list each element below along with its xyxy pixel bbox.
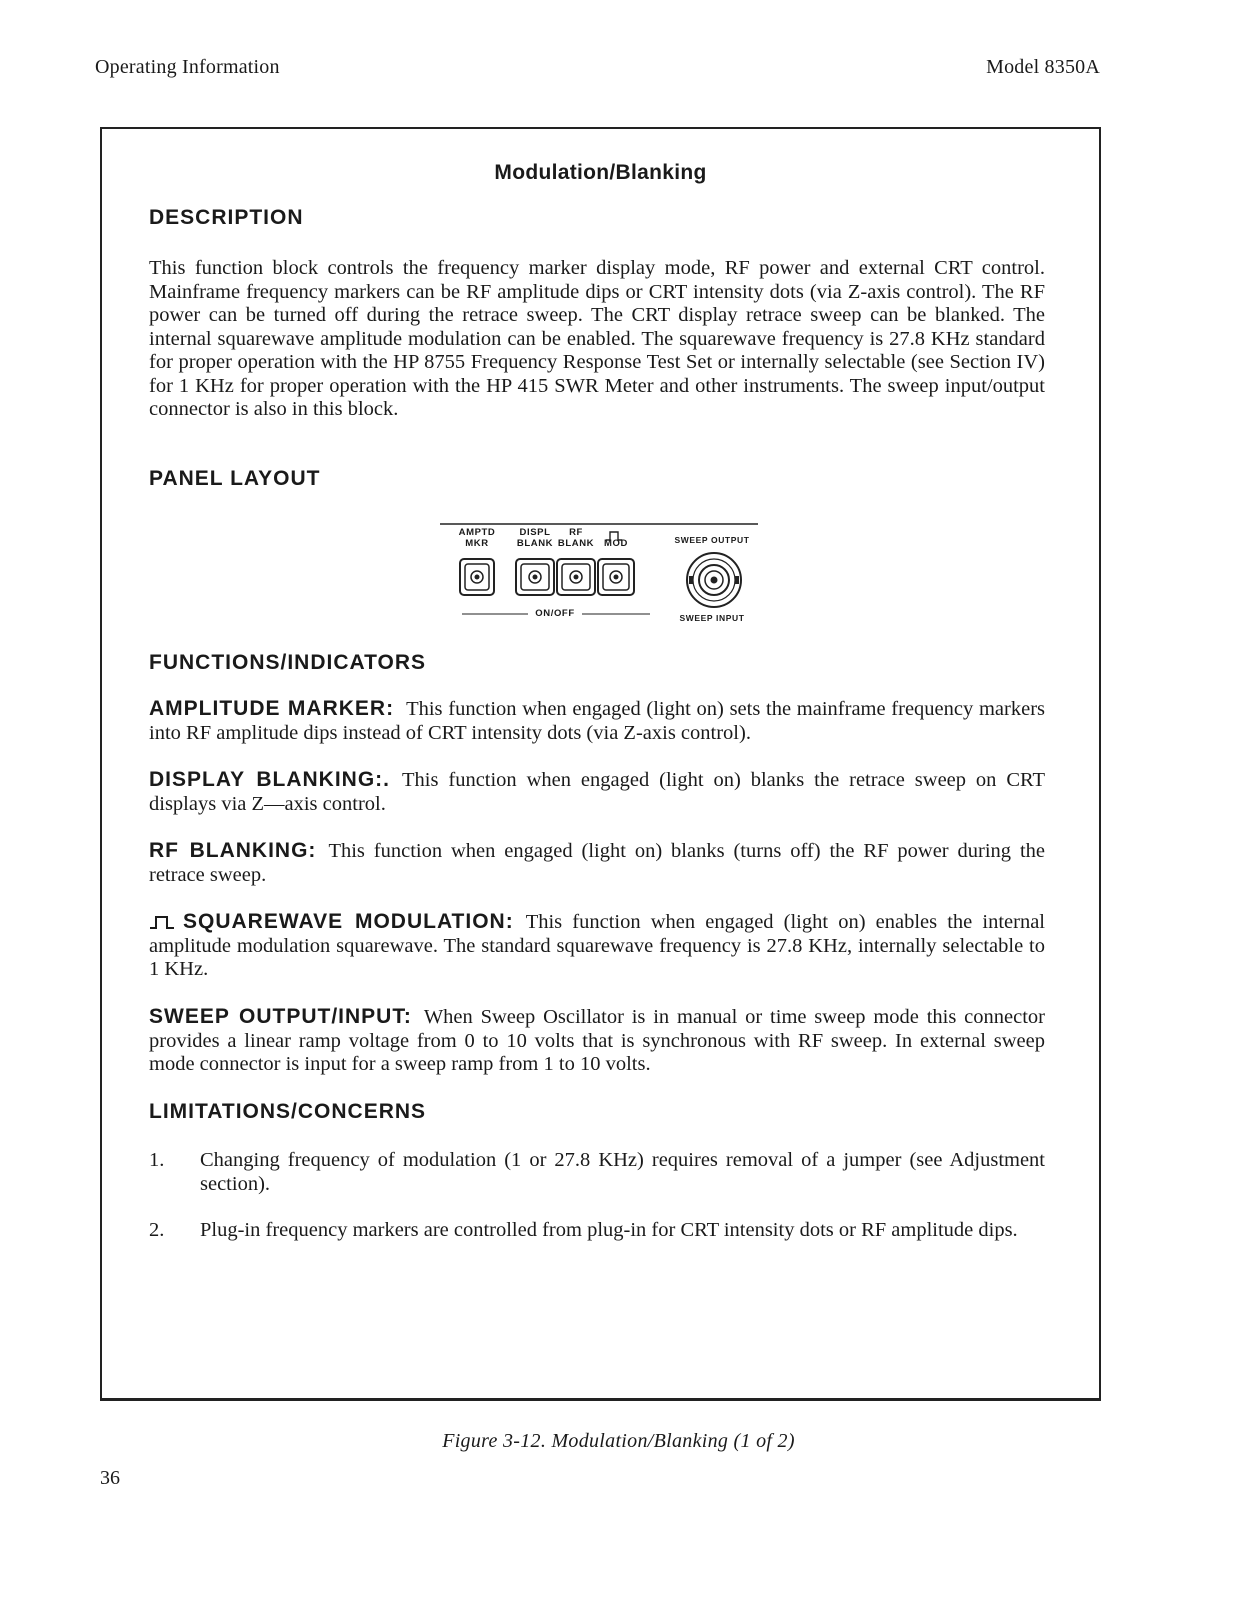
function-term: RF BLANKING: (149, 839, 317, 862)
function-term: SQUAREWAVE MODULATION: (183, 910, 514, 933)
function-text: When Sweep Oscillator is in manual or time sweep mode this connector provides a linear ramp voltage from 0 to 10 volts that is synchronous with RF sweep. In external sweep mode connector is input for a sweep ramp from 1 to 10 volts. (149, 1006, 1045, 1075)
function-rf-blanking (149, 839, 1045, 887)
list-number: 2. (149, 1219, 165, 1241)
squarewave-symbol-icon (149, 915, 175, 929)
function-text: This function when engaged (light on) sets the mainframe frequency markers into RF amplitude dips instead of CRT intensity dots (via Z-axis control). (149, 698, 1045, 744)
squarewave-mod-button[interactable] (598, 559, 634, 595)
list-text: Plug-in frequency markers are controlled from plug-in for CRT intensity dots or RF amplitude dips. (200, 1219, 1018, 1241)
function-sweep-output-input (149, 1005, 1045, 1077)
function-text: This function when engaged (light on) enables the internal amplitude modulation squarewave. The standard squarewave frequency is 27.8 KHz, internally selectable to 1 KHz. (149, 911, 1046, 980)
function-text: This function when engaged (light on) blanks (turns off) the RF power during the retrace sweep. (149, 840, 1046, 886)
limitation-item-2 (149, 1219, 1045, 1243)
label-on-off: ON/OFF (535, 608, 575, 619)
label-amptd-mkr: AMPTD MKR (458, 527, 496, 549)
function-amplitude-marker (149, 697, 1045, 745)
section-title: Modulation/Blanking (494, 161, 707, 184)
displ-blank-button[interactable] (516, 559, 554, 595)
page-number: 36 (100, 1467, 120, 1489)
function-term: DISPLAY BLANKING:. (149, 768, 390, 791)
function-squarewave-modulation (149, 910, 1045, 982)
functions-heading: FUNCTIONS/INDICATORS (149, 651, 427, 674)
function-display-blanking (149, 768, 1045, 816)
label-displ-blank: DISPL BLANK (516, 527, 554, 549)
amptd-mkr-button[interactable] (460, 559, 494, 595)
panel-layout-heading: PANEL LAYOUT (149, 467, 321, 490)
function-text: This function when engaged (light on) blanks the retrace sweep on CRT displays via Z—axis control. (149, 769, 1045, 815)
sweep-bnc-connector[interactable] (687, 553, 741, 607)
description-heading: DESCRIPTION (149, 206, 304, 229)
list-number: 1. (149, 1149, 165, 1171)
label-rf-blank: RF BLANK (557, 527, 595, 549)
running-header-right: Model 8350A (986, 56, 1100, 78)
label-mod: MOD (604, 538, 628, 549)
limitation-item-1 (149, 1149, 1045, 1196)
label-sweep-input: SWEEP INPUT (679, 613, 745, 623)
limitations-heading: LIMITATIONS/CONCERNS (149, 1100, 427, 1123)
function-term: SWEEP OUTPUT/INPUT: (149, 1005, 412, 1028)
panel-diagram (440, 521, 760, 631)
list-text: Changing frequency of modulation (1 or 27.8 KHz) requires removal of a jumper (see Adjustment section). (200, 1149, 1045, 1195)
running-header-left: Operating Information (95, 56, 280, 78)
description-text: This function block controls the frequency marker display mode, RF power and external CRT control. Mainframe frequency markers can be RF amplitude dips or CRT intensity dots (via Z-axis control). The RF power can be turned off during the retrace sweep. The CRT display retrace sweep can be blanked. The internal squarewave amplitude modulation can be enabled. The squarewave frequency is 27.8 KHz standard for proper operation with the HP 8755 Frequency Response Test Set or internally selectable (see Section IV) for 1 KHz for proper operation with the HP 415 SWR Meter and other instruments. The sweep input/output connector is also in this block. (149, 257, 1045, 420)
figure-caption: Figure 3-12. Modulation/Blanking (1 of 2) (442, 1430, 795, 1452)
figure-frame (100, 127, 1101, 1401)
rf-blank-button[interactable] (557, 559, 595, 595)
label-sweep-output: SWEEP OUTPUT (674, 535, 750, 545)
function-term: AMPLITUDE MARKER: (149, 697, 395, 720)
